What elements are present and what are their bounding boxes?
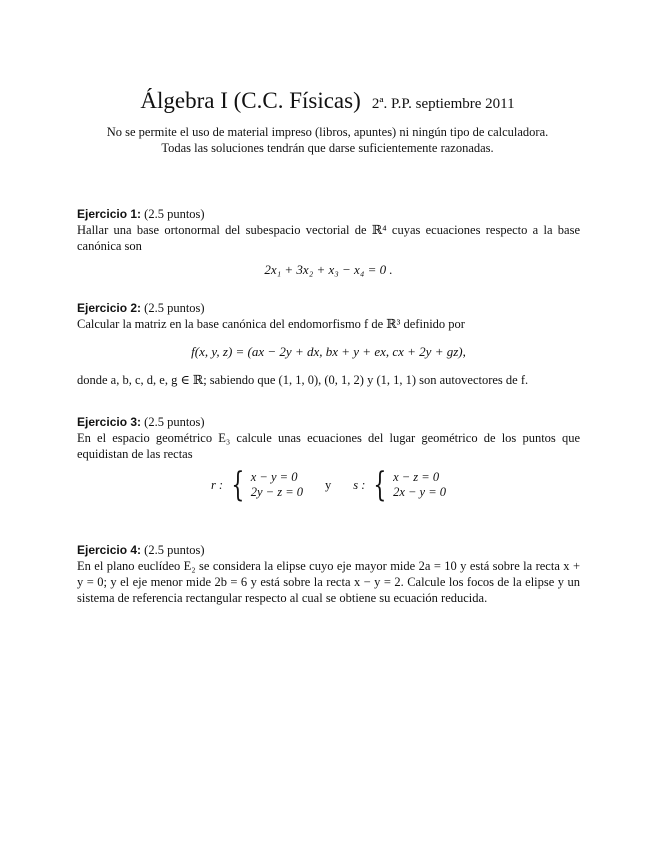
exercise-3-heading	[77, 414, 580, 430]
exercise-2-label: Ejercicio 2:	[77, 301, 142, 315]
line-s-equations	[393, 470, 446, 500]
left-brace-icon: {	[373, 465, 387, 505]
line-r-system	[210, 465, 304, 505]
exercise-1-label: Ejercicio 1:	[77, 207, 142, 221]
exercise-2-statement: Calcular la matriz en la base canónica del endomorfismo f de ℝ³ definido por	[77, 317, 465, 331]
exam-header	[0, 88, 655, 114]
line-r-name: r :	[210, 478, 224, 492]
instructions-line-1: No se permite el uso de material impreso (libros, apuntes) ni ningún tipo de calculadora.	[106, 125, 549, 139]
line-r-equation-1: x − y = 0	[250, 470, 298, 484]
exercise-1-points: (2.5 puntos)	[144, 207, 205, 221]
exercise-2-equation: f(x, y, z) = (ax − 2y + dx, bx + y + ex, cx + 2y + gz),	[191, 344, 466, 359]
line-s-name: s :	[353, 478, 366, 492]
exercise-3	[77, 414, 580, 508]
exam-subtitle: 2ª. P.P. septiembre 2011	[371, 96, 515, 112]
line-r-equation-2: 2y − z = 0	[250, 485, 304, 499]
exercise-1-statement: Hallar una base ortonormal del subespacio vectorial de ℝ⁴ cuyas ecuaciones respecto a la base canónica son	[77, 223, 580, 253]
exercise-1-heading	[77, 206, 580, 222]
exercise-1	[77, 206, 580, 286]
exercise-4-statement: En el plano euclídeo E₂ se considera la elipse cuyo eje mayor mide 2a = 10 y está sobre la recta x + y = 0; y el eje menor mide 2b = 6 y está sobre la recta x − y = 2. Calcule los focos de la elipse y un sistema de referencia rectangular respecto al cual se obtiene su ecuación reducida.	[77, 559, 580, 605]
exercise-4-label: Ejercicio 4:	[77, 543, 142, 557]
exercise-2	[77, 300, 580, 388]
instructions-line-2: Todas las soluciones tendrán que darse suficientemente razonadas.	[161, 141, 494, 155]
exercise-2-points: (2.5 puntos)	[144, 301, 205, 315]
exercise-2-heading	[77, 300, 580, 316]
line-s-equation-1: x − z = 0	[393, 470, 440, 484]
exercise-3-points: (2.5 puntos)	[144, 415, 205, 429]
left-brace-icon: {	[231, 465, 245, 505]
systems-conjunction: y	[325, 478, 332, 492]
line-s-system	[353, 465, 447, 505]
exercise-4-heading	[77, 542, 580, 558]
exercise-3-statement: En el espacio geométrico E₃ calcule unas ecuaciones del lugar geométrico de los puntos que equidistan de las rectas	[77, 431, 580, 461]
exercise-4-points: (2.5 puntos)	[144, 543, 205, 557]
exercise-3-line-systems	[77, 465, 580, 505]
exercise-4	[77, 542, 580, 606]
exam-title: Álgebra I (C.C. Físicas)	[140, 88, 361, 113]
line-r-equations	[251, 470, 303, 500]
exercise-3-label: Ejercicio 3:	[77, 415, 142, 429]
line-s-equation-2: 2x − y = 0	[393, 485, 447, 499]
exercise-2-condition: donde a, b, c, d, e, g ∈ ℝ; sabiendo que (1, 1, 0), (0, 1, 2) y (1, 1, 1) son autovectores de f.	[77, 373, 529, 387]
exercise-1-equation: 2x₁ + 3x₂ + x₃ − x₄ = 0 .	[264, 262, 393, 277]
exam-instructions	[0, 124, 655, 156]
